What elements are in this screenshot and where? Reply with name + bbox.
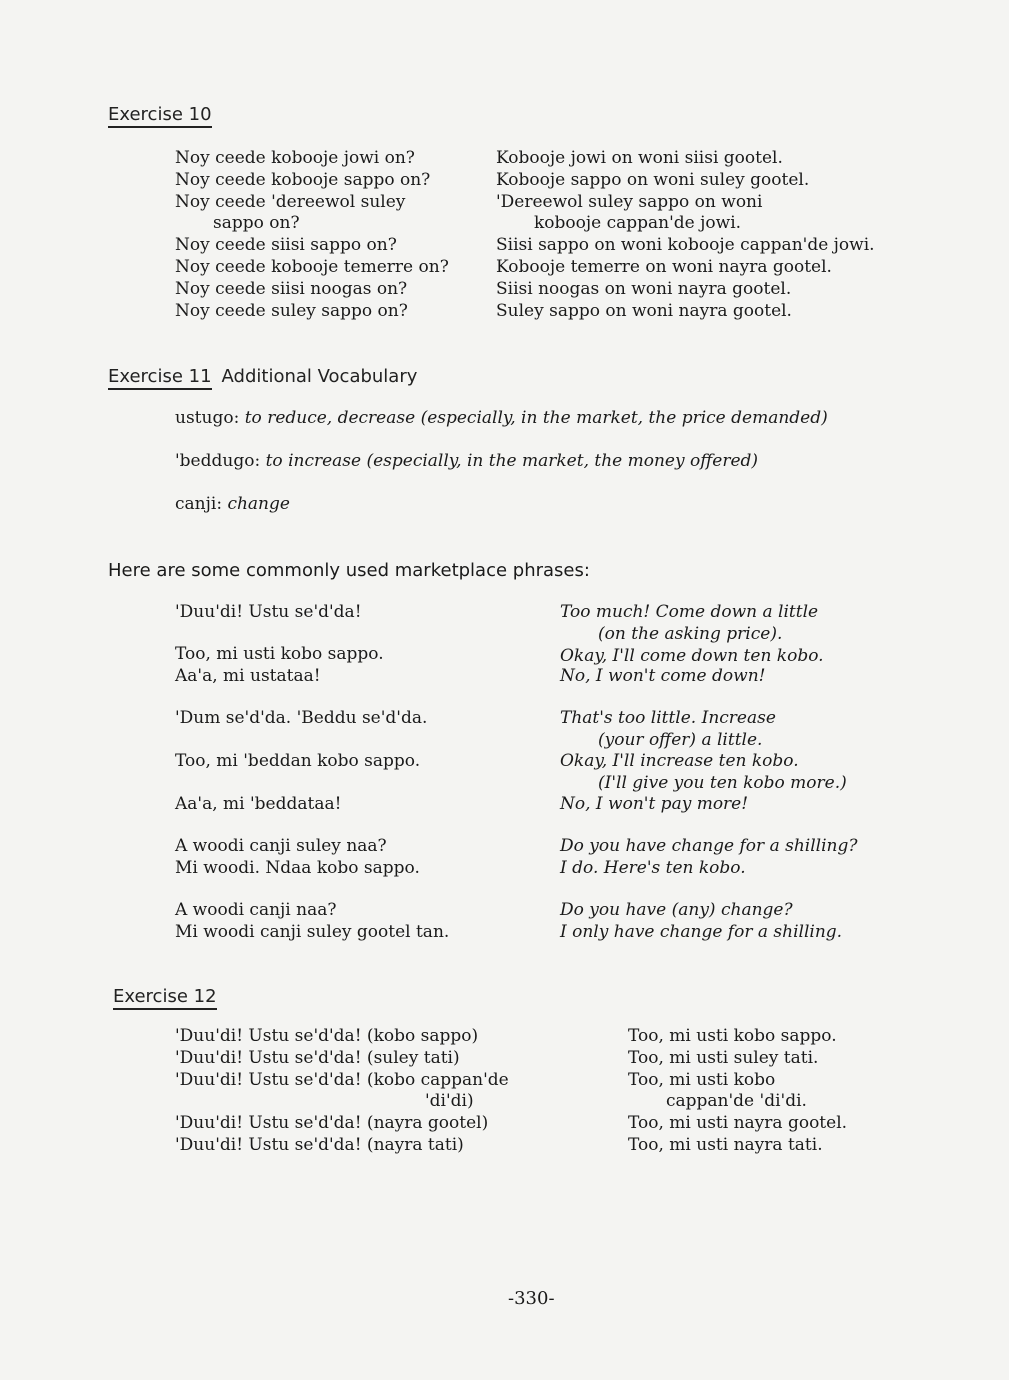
- answer-line: Kobooje jowi on woni siisi gootel.: [496, 148, 783, 168]
- response-line: Too, mi usti kobo: [628, 1069, 776, 1090]
- question-line: Noy ceede siisi sappo on?: [175, 235, 397, 256]
- translation-line: I do. Here's ten kobo.: [560, 858, 746, 878]
- prompt-line: 'Duu'di! Ustu se'd'da! (nayra tati): [175, 1134, 464, 1155]
- translation-line: No, I won't pay more!: [560, 794, 749, 814]
- response-line: Too, mi usti nayra tati.: [628, 1134, 823, 1155]
- translation-line: (on the asking price).: [598, 624, 783, 644]
- vocab-gloss: change: [227, 494, 290, 514]
- phrase-line: Too, mi usti kobo sappo.: [175, 644, 384, 664]
- vocab-gloss: to increase (especially, in the market, the money offered): [265, 451, 759, 471]
- phrase-line: Aa'a, mi 'beddataa!: [175, 794, 342, 814]
- response-line: Too, mi usti suley tati.: [628, 1047, 819, 1068]
- vocab-word: canji:: [175, 494, 223, 514]
- vocab-entry: [175, 408, 828, 428]
- answer-line: Kobooje sappo on woni suley gootel.: [496, 169, 810, 190]
- translation-line: (I'll give you ten kobo more.): [598, 773, 847, 793]
- exercise-11-subtitle: Additional Vocabulary: [221, 366, 418, 387]
- vocab-word: 'beddugo:: [175, 451, 261, 471]
- exercise-12-responses: [628, 1026, 847, 1157]
- response-line: Too, mi usti kobo sappo.: [628, 1026, 837, 1046]
- exercise-12-prompts: [175, 1026, 509, 1157]
- exercise-10-label: Exercise 10: [108, 104, 212, 128]
- translation-line: Do you have change for a shilling?: [560, 836, 858, 856]
- phrase-line: 'Duu'di! Ustu se'd'da!: [175, 602, 362, 622]
- question-line: Noy ceede kobooje sappo on?: [175, 169, 431, 190]
- answer-line: Siisi sappo on woni kobooje cappan'de jowi.: [496, 235, 875, 256]
- phrase-line: Mi woodi canji suley gootel tan.: [175, 922, 450, 942]
- phrase-line: A woodi canji suley naa?: [175, 836, 387, 856]
- translation-line: That's too little. Increase: [560, 708, 776, 728]
- translation-line: Too much! Come down a little: [560, 602, 819, 622]
- phrase-line: Too, mi 'beddan kobo sappo.: [175, 751, 421, 771]
- vocab-entry: [175, 494, 290, 514]
- vocab-entry: [175, 451, 758, 471]
- exercise-10-answers: [496, 148, 875, 322]
- answer-line: Suley sappo on woni nayra gootel.: [496, 300, 792, 321]
- question-line: Noy ceede kobooje jowi on?: [175, 148, 415, 168]
- vocab-gloss: to reduce, decrease (especially, in the market, the price demanded): [244, 408, 828, 428]
- exercise-12-heading: [113, 986, 217, 1007]
- exercise-11-label: Exercise 11: [108, 366, 212, 390]
- answer-line: Siisi noogas on woni nayra gootel.: [496, 278, 792, 299]
- prompt-line: 'Duu'di! Ustu se'd'da! (kobo sappo): [175, 1026, 479, 1046]
- answer-line: 'Dereewol suley sappo on woni: [496, 191, 763, 212]
- phrases-intro: Here are some commonly used marketplace phrases:: [108, 560, 590, 581]
- exercise-10-questions: [175, 148, 449, 322]
- phrase-line: 'Dum se'd'da. 'Beddu se'd'da.: [175, 708, 428, 728]
- question-line: sappo on?: [213, 213, 300, 234]
- answer-line: kobooje cappan'de jowi.: [534, 213, 742, 234]
- vocab-word: ustugo:: [175, 408, 240, 428]
- translation-line: Okay, I'll come down ten kobo.: [560, 646, 824, 666]
- question-line: Noy ceede siisi noogas on?: [175, 278, 408, 299]
- phrase-line: Mi woodi. Ndaa kobo sappo.: [175, 858, 420, 878]
- response-line: Too, mi usti nayra gootel.: [628, 1113, 848, 1134]
- exercise-12-label: Exercise 12: [113, 986, 217, 1010]
- question-line: Noy ceede kobooje temerre on?: [175, 256, 449, 277]
- phrase-line: A woodi canji naa?: [175, 900, 337, 920]
- translation-line: Do you have (any) change?: [560, 900, 793, 920]
- prompt-line: 'di'di): [425, 1091, 474, 1112]
- question-line: Noy ceede suley sappo on?: [175, 300, 408, 321]
- page-number: -330-: [508, 1288, 555, 1309]
- answer-line: Kobooje temerre on woni nayra gootel.: [496, 256, 832, 277]
- translation-line: I only have change for a shilling.: [560, 922, 843, 942]
- response-line: cappan'de 'di'di.: [666, 1091, 807, 1112]
- translation-line: Okay, I'll increase ten kobo.: [560, 751, 799, 771]
- translation-line: (your offer) a little.: [598, 730, 763, 750]
- exercise-11-heading: [108, 366, 417, 387]
- prompt-line: 'Duu'di! Ustu se'd'da! (suley tati): [175, 1047, 460, 1068]
- prompt-line: 'Duu'di! Ustu se'd'da! (kobo cappan'de: [175, 1069, 509, 1090]
- prompt-line: 'Duu'di! Ustu se'd'da! (nayra gootel): [175, 1113, 489, 1134]
- phrase-line: Aa'a, mi ustataa!: [175, 666, 321, 686]
- translation-line: No, I won't come down!: [560, 666, 766, 686]
- question-line: Noy ceede 'dereewol suley: [175, 191, 406, 212]
- exercise-10-heading: [108, 104, 212, 125]
